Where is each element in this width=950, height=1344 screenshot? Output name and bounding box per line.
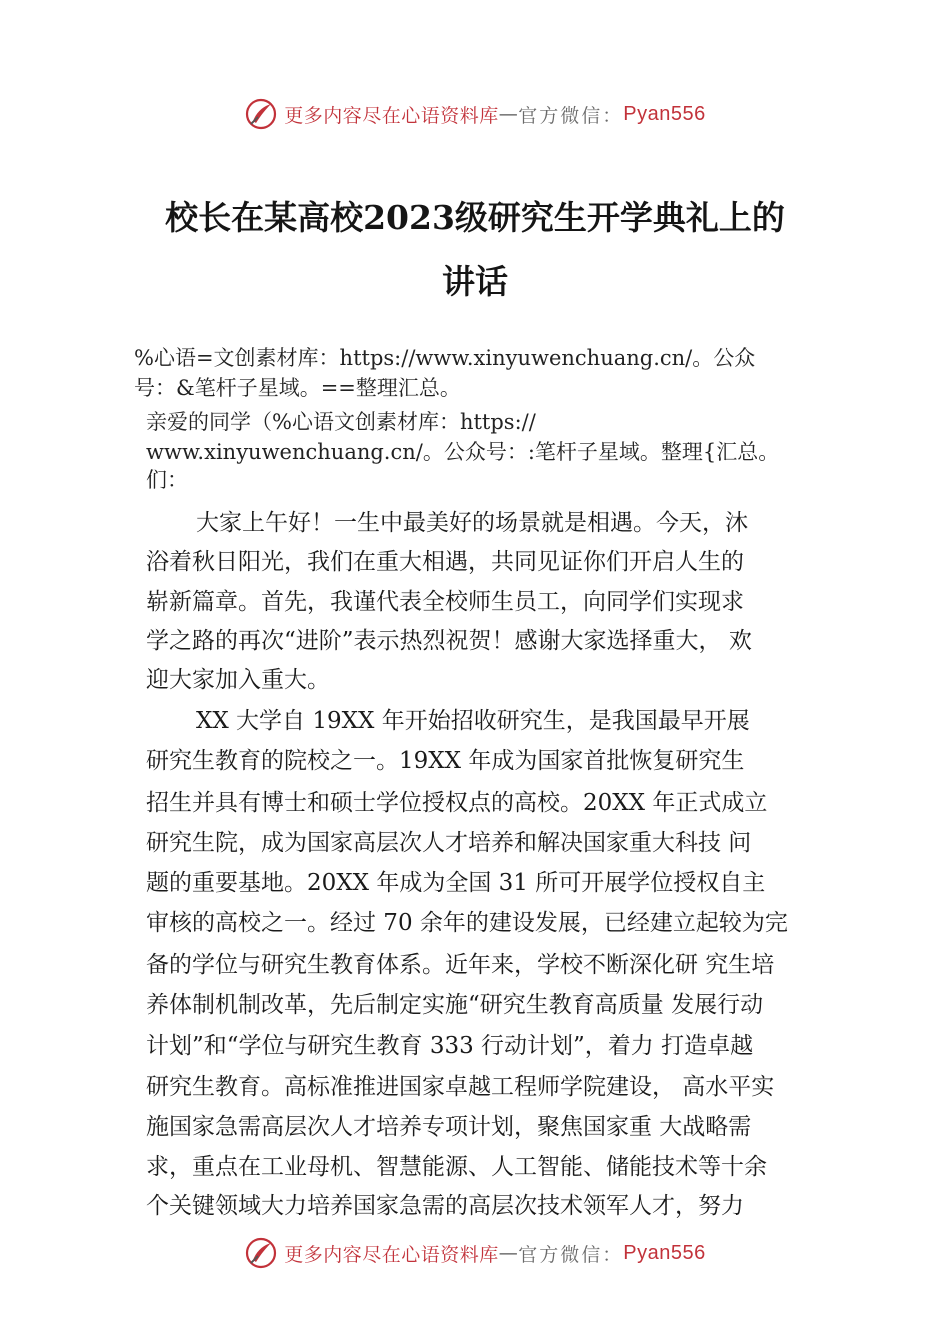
banner-main-text: 更多内容尽在心语资料库 xyxy=(284,104,499,127)
greeting-line: 们： xyxy=(146,468,188,492)
paragraph-2-line: 备的学位与研究生教育体系。近年来，学校不断深化研 究生培 xyxy=(146,952,775,978)
seal-logo-icon xyxy=(244,1236,278,1270)
paragraph-2-line: XX 大学自 19XX 年开始招收研究生，是我国最早开展 xyxy=(196,708,750,734)
paragraph-2-line: 求，重点在工业母机、智慧能源、人工智能、储能技术等十余 xyxy=(146,1154,767,1180)
source-line: %心语=文创素材库：https://www.xinyuwenchuang.cn/。公众 xyxy=(134,346,756,370)
paragraph-2-line: 研究生院，成为国家高层次人才培养和解决国家重大科技 问 xyxy=(146,830,752,856)
banner-separator: — xyxy=(498,103,519,125)
banner-wechat-label: 官方微信： xyxy=(518,1243,624,1266)
paragraph-2-line: 研究生教育的院校之一。19XX 年成为国家首批恢复研究生 xyxy=(146,748,745,774)
paragraph-2-line: 个关键领域大力培养国家急需的高层次技术领军人才，努力 xyxy=(146,1193,744,1219)
paragraph-1-line: 崭新篇章。首先，我谨代表全校师生员工，向同学们实现求 xyxy=(146,589,744,615)
paragraph-2-line: 招生并具有博士和硕士学位授权点的高校。20XX 年正式成立 xyxy=(146,790,768,816)
paragraph-2-line: 研究生教育。高标准推进国家卓越工程师学院建设， 高水平实 xyxy=(146,1074,775,1100)
paragraph-1-line: 浴着秋日阳光，我们在重大相遇，共同见证你们开启人生的 xyxy=(146,549,744,575)
paragraph-1-line: 大家上午好！一生中最美好的场景就是相遇。今天，沐 xyxy=(196,510,748,536)
page-title-line-1: 校长在某高校2023级研究生开学典礼上的 xyxy=(165,198,785,237)
header-banner xyxy=(0,94,950,134)
footer-banner xyxy=(0,1233,950,1273)
banner-wechat-label: 官方微信： xyxy=(518,104,624,127)
greeting-line: 亲爱的同学（%心语文创素材库：https:// xyxy=(146,410,536,434)
paragraph-2-line: 审核的高校之一。经过 70 余年的建设发展，已经建立起较为完 xyxy=(146,910,788,936)
page-title-line-2: 讲话 xyxy=(442,262,508,301)
paragraph-2-line: 题的重要基地。20XX 年成为全国 31 所可开展学位授权自主 xyxy=(146,870,766,896)
banner-main-text: 更多内容尽在心语资料库 xyxy=(284,1243,499,1266)
banner-wechat-id: Pyan556 xyxy=(623,1241,706,1264)
banner-wechat-id: Pyan556 xyxy=(623,102,706,125)
greeting-line: www.xinyuwenchuang.cn/。公众号：:笔杆子星域。整理{汇总。 xyxy=(146,440,780,464)
paragraph-2-line: 计划”和“学位与研究生教育 333 行动计划”，着力 打造卓越 xyxy=(146,1033,754,1059)
banner-separator: — xyxy=(498,1242,519,1264)
seal-logo-icon xyxy=(244,97,278,131)
paragraph-2-line: 施国家急需高层次人才培养专项计划，聚焦国家重 大战略需 xyxy=(146,1114,752,1140)
paragraph-1-line: 迎大家加入重大。 xyxy=(146,667,330,693)
source-line: 号：&笔杆子星域。==整理汇总。 xyxy=(134,376,461,400)
paragraph-2-line: 养体制机制改革，先后制定实施“研究生教育高质量 发展行动 xyxy=(146,992,764,1018)
paragraph-1-line: 学之路的再次“进阶”表示热烈祝贺！感谢大家选择重大， 欢 xyxy=(146,628,752,654)
